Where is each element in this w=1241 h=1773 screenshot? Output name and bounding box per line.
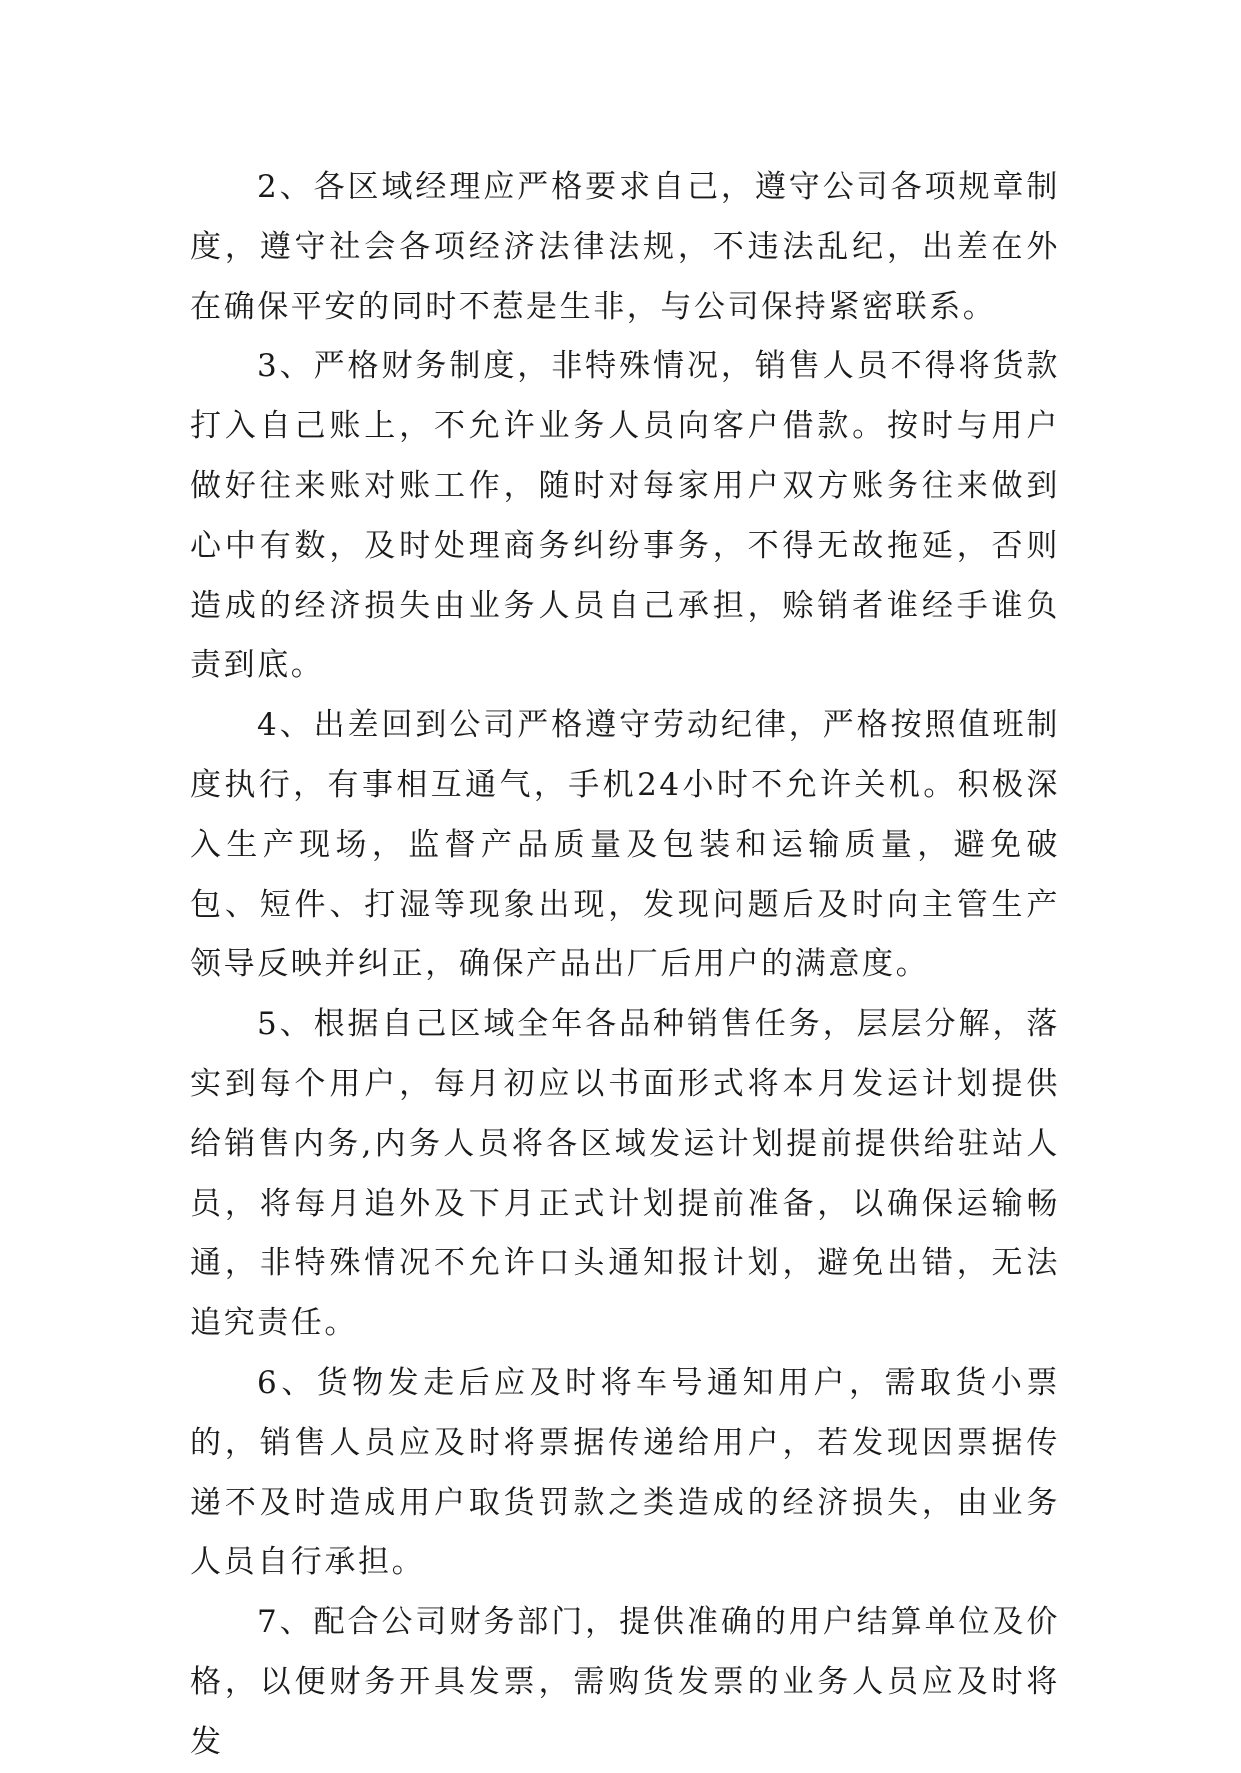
document-body xyxy=(190,158,1060,1773)
paragraph-item-7: 7、配合公司财务部门，提供准确的用户结算单位及价格，以便财务开具发票，需购货发票的业务人员应及时将发 xyxy=(190,1604,1060,1760)
paragraph-item-3: 3、严格财务制度，非特殊情况，销售人员不得将货款打入自己账上，不允许业务人员向客户借款。按时与用户做好往来账对账工作，随时对每家用户双方账务往来做到心中有数，及时处理商务纠纷事务，不得无故拖延，否则造成的经济损失由业务人员自己承担，赊销者谁经手谁负责到底。 xyxy=(190,348,1060,684)
paragraph-item-4: 4、出差回到公司严格遵守劳动纪律，严格按照值班制度执行，有事相互通气，手机24小时不允许关机。积极深入生产现场，监督产品质量及包装和运输质量，避免破包、短件、打湿等现象出现，发现问题后及时向主管生产领导反映并纠正，确保产品出厂后用户的满意度。 xyxy=(190,707,1060,983)
paragraph-item-2: 2、各区域经理应严格要求自己，遵守公司各项规章制度，遵守社会各项经济法律法规，不违法乱纪，出差在外在确保平安的同时不惹是生非，与公司保持紧密联系。 xyxy=(190,169,1060,325)
paragraph-item-5: 5、根据自己区域全年各品种销售任务，层层分解，落实到每个用户，每月初应以书面形式将本月发运计划提供给销售内务,内务人员将各区域发运计划提前提供给驻站人员，将每月追外及下月正式计划提前准备，以确保运输畅通，非特殊情况不允许口头通知报计划，避免出错，无法追究责任。 xyxy=(190,1006,1060,1342)
paragraph-item-6: 6、货物发走后应及时将车号通知用户，需取货小票的，销售人员应及时将票据传递给用户，若发现因票据传递不及时造成用户取货罚款之类造成的经济损失，由业务人员自行承担。 xyxy=(190,1364,1060,1581)
